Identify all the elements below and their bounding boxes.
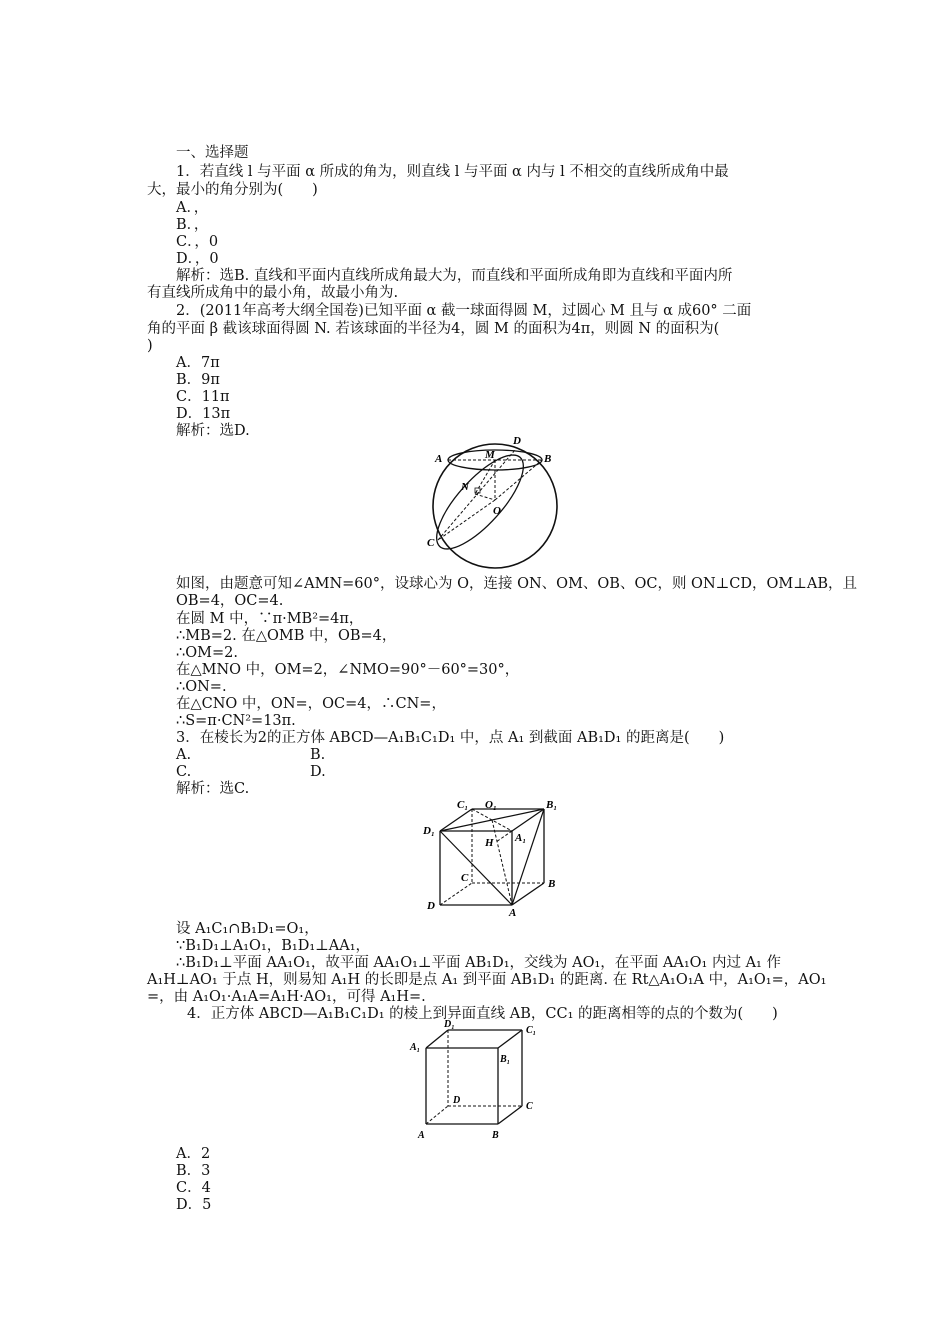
q2-solution-line9: ∴S=π·CN²=13π. <box>176 713 296 729</box>
label-d: D <box>427 900 435 912</box>
q2-solution-line2: OB=4，OC=4. <box>176 593 284 609</box>
label-d1: D₁ <box>444 1019 455 1030</box>
label-c1: C₁ <box>526 1025 537 1036</box>
q1-option-a: A．， <box>176 200 209 216</box>
label-c: C <box>526 1101 533 1112</box>
q3-option-c: C. <box>176 764 192 780</box>
label-b: B <box>544 453 552 465</box>
q4-option-b: B．3 <box>176 1163 211 1179</box>
sphere-figure <box>415 430 575 570</box>
label-a1: A₁ <box>515 832 527 844</box>
q2-option-c: C．11π <box>176 389 230 405</box>
segment-no <box>475 494 495 500</box>
label-a: A <box>509 907 517 918</box>
segment-oc <box>438 500 495 540</box>
q1-stem-line2: 大，最小的角分别为( ) <box>147 182 318 198</box>
q1-option-b: B．， <box>176 217 209 233</box>
q3-solution-line2: ∵B₁D₁⊥A₁O₁，B₁D₁⊥AA₁， <box>176 938 371 954</box>
q2-option-d: D．13π <box>176 406 231 422</box>
q2-solution-line3: 在圆 M 中，∵π·MB²=4π， <box>176 611 364 627</box>
label-d: D <box>453 1095 461 1106</box>
q4-stem: 4．正方体 ABCD—A₁B₁C₁D₁ 的棱上到异面直线 AB，CC₁ 的距离相等的点的个数为( ) <box>187 1006 778 1022</box>
q2-solution-line4: ∴MB=2. 在△OMB 中，OB=4， <box>176 628 397 644</box>
label-n: N <box>461 481 469 493</box>
q3-option-d: D. <box>310 764 326 780</box>
label-b: B <box>548 878 556 890</box>
label-c: C <box>427 537 435 549</box>
label-b1: B₁ <box>546 799 558 811</box>
q2-solution-line5: ∴OM=2. <box>176 645 238 661</box>
edge-bc <box>498 1106 522 1124</box>
label-d: D <box>513 435 521 447</box>
q2-solution-line8: 在△CNO 中，ON=，OC=4，∴CN=， <box>176 696 446 712</box>
section-heading: 一、选择题 <box>176 145 249 161</box>
q3-analysis: 解析：选C. <box>176 781 250 797</box>
label-b: B <box>492 1130 499 1141</box>
diag-ab1 <box>512 809 544 905</box>
edge-dc <box>440 883 472 905</box>
label-o1: O₁ <box>485 799 497 811</box>
q1-option-c: C．，0 <box>176 234 219 250</box>
edge-ad <box>426 1106 448 1124</box>
q1-option-d: D．，0 <box>176 251 219 267</box>
q3-stem: 3．在棱长为2的正方体 ABCD—A₁B₁C₁D₁ 中，点 A₁ 到截面 AB₁D₁ 的距离是( ) <box>176 730 725 746</box>
label-o: O <box>493 505 501 517</box>
label-c1: C₁ <box>457 799 469 811</box>
q1-analysis-line2: 有直线所成角中的最小角，故最小角为. <box>147 285 399 301</box>
q2-solution-line7: ∴ON=. <box>176 679 227 695</box>
q2-solution-line6: 在△MNO 中，OM=2，∠NMO=90°－60°=30°， <box>176 662 520 678</box>
q1-analysis-line1: 解析：选B. 直线和平面内直线所成角最大为，而直线和平面所成角即为直线和平面内所 <box>176 268 733 284</box>
label-a: A <box>435 453 443 465</box>
label-m: M <box>485 449 495 461</box>
q3-solution-line4: A₁H⊥AO₁ 于点 H，则易知 A₁H 的长即是点 A₁ 到平面 AB₁D₁ 的距离. 在 Rt△A₁O₁A 中，A₁O₁=，AO₁ <box>147 972 827 988</box>
label-a1: A₁ <box>410 1042 421 1053</box>
edge-ab <box>512 883 544 905</box>
label-a: A <box>418 1130 425 1141</box>
label-h: H <box>485 837 494 849</box>
q2-stem-line2: 角的平面 β 截该球面得圆 N. 若该球面的半径为4，圆 M 的面积为4π，则圆 N 的面积为( <box>147 321 720 337</box>
q2-stem-line3: ) <box>147 338 153 354</box>
q3-option-a: A. <box>176 747 192 763</box>
q2-solution-line1: 如图，由题意可知∠AMN=60°，设球心为 O，连接 ON、OM、OB、OC，则 ON⊥CD，OM⊥AB，且 <box>176 576 857 592</box>
q4-option-c: C．4 <box>176 1180 211 1196</box>
q2-stem-line1: 2．(2011年高考大纲全国卷)已知平面 α 截一球面得圆 M，过圆心 M 且与 α 成60° 二面 <box>176 303 752 319</box>
label-c: C <box>461 872 469 884</box>
q2-analysis: 解析：选D. <box>176 423 250 439</box>
cube-figure <box>400 1018 560 1146</box>
segment-ao1 <box>492 820 512 905</box>
q1-stem-line1: 1．若直线 l 与平面 α 所成的角为，则直线 l 与平面 α 内与 l 不相交的直线所成角中最 <box>176 164 729 180</box>
q3-option-b: B. <box>310 747 326 763</box>
cube-section-figure <box>415 796 575 918</box>
segment-ob <box>495 460 542 500</box>
label-b1: B₁ <box>500 1054 511 1065</box>
edge-b1c1 <box>498 1030 522 1048</box>
q3-solution-line1: 设 A₁C₁∩B₁D₁=O₁， <box>176 921 319 937</box>
label-d1: D₁ <box>423 825 435 837</box>
q2-option-a: A．7π <box>176 355 220 371</box>
segment-a1h <box>496 831 512 842</box>
q3-solution-line5: =，由 A₁O₁·A₁A=A₁H·AO₁，可得 A₁H=. <box>147 989 426 1005</box>
q2-option-b: B．9π <box>176 372 220 388</box>
q3-solution-line3: ∴B₁D₁⊥平面 AA₁O₁，故平面 AA₁O₁⊥平面 AB₁D₁，交线为 AO₁，在平面 AA₁O₁ 内过 A₁ 作 <box>176 955 781 971</box>
diag-ad1 <box>440 831 512 905</box>
edge-a1d1 <box>426 1030 448 1048</box>
q4-option-d: D．5 <box>176 1197 212 1213</box>
q4-option-a: A．2 <box>176 1146 211 1162</box>
